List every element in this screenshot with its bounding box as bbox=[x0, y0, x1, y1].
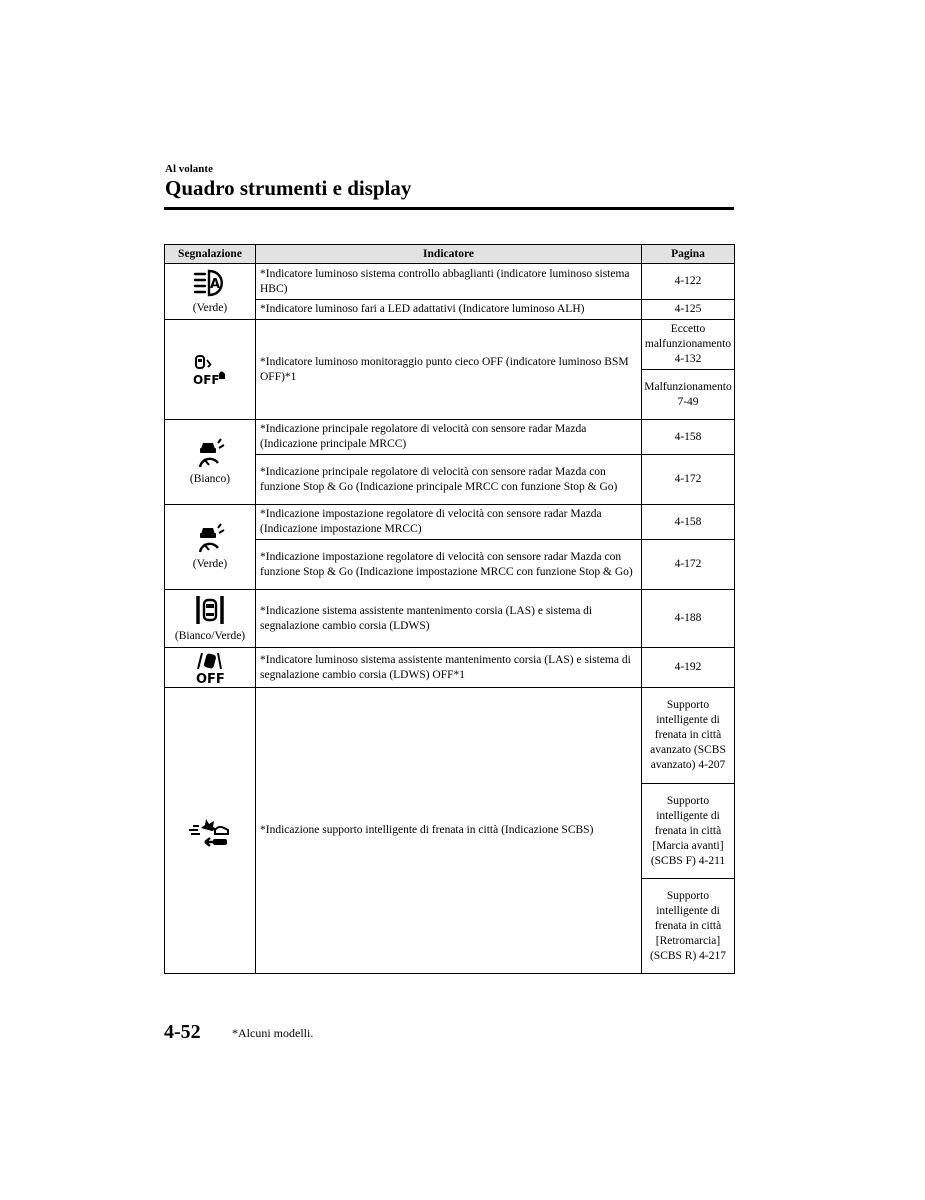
header-signal: Segnalazione bbox=[165, 245, 256, 264]
indicator-description: *Indicazione principale regolatore di velocità con sensore radar Mazda con funzione Stop & Go (Indicazione principale MRCC con funzione Stop & Go) bbox=[256, 455, 642, 505]
page-reference: 4-158 bbox=[642, 505, 735, 540]
signal-cell bbox=[165, 320, 256, 420]
table-row bbox=[165, 505, 735, 540]
table-row bbox=[165, 420, 735, 455]
signal-cell bbox=[165, 505, 256, 590]
signal-cell bbox=[165, 420, 256, 505]
header-indicator: Indicatore bbox=[256, 245, 642, 264]
indicator-description: *Indicazione sistema assistente mantenimento corsia (LAS) e sistema di segnalazione cambio corsia (LDWS) bbox=[256, 590, 642, 648]
indicator-description: *Indicazione principale regolatore di velocità con sensore radar Mazda (Indicazione principale MRCC) bbox=[256, 420, 642, 455]
page-title: Quadro strumenti e display bbox=[165, 176, 412, 200]
page-reference: 4-192 bbox=[642, 648, 735, 688]
lane-keep-assist-off-icon bbox=[193, 651, 227, 685]
page-reference: Supporto intelligente di frenata in città [Retromarcia] (SCBS R) 4-217 bbox=[642, 879, 735, 974]
signal-cell bbox=[165, 648, 256, 688]
header-page: Pagina bbox=[642, 245, 735, 264]
table-row bbox=[165, 648, 735, 688]
table-header-row bbox=[165, 245, 735, 264]
auto-high-beam-icon bbox=[192, 268, 228, 298]
lane-keep-assist-icon bbox=[195, 594, 225, 626]
svg-text:OFF: OFF bbox=[193, 372, 220, 386]
indicator-description: *Indicatore luminoso monitoraggio punto cieco OFF (indicatore luminoso BSM OFF)*1 bbox=[256, 320, 642, 420]
page-number: 4-52 bbox=[164, 1021, 201, 1043]
indicator-description: *Indicazione impostazione regolatore di velocità con sensore radar Mazda (Indicazione impostazione MRCC) bbox=[256, 505, 642, 540]
page-reference: 4-172 bbox=[642, 540, 735, 590]
page-reference: Eccetto malfunzionamento 4-132 bbox=[642, 320, 735, 370]
page-reference: 4-125 bbox=[642, 300, 735, 320]
page-reference: 4-188 bbox=[642, 590, 735, 648]
signal-caption: (Bianco/Verde) bbox=[174, 629, 246, 642]
table-row bbox=[165, 590, 735, 648]
svg-text:OFF: OFF bbox=[196, 671, 225, 685]
signal-cell bbox=[165, 264, 256, 320]
signal-caption: (Bianco) bbox=[189, 473, 231, 485]
radar-cruise-main-icon bbox=[192, 437, 228, 469]
blind-spot-off-icon bbox=[191, 354, 229, 386]
indicator-description: *Indicatore luminoso sistema controllo abbaglianti (indicatore luminoso sistema HBC) bbox=[256, 264, 642, 300]
page-reference: Malfunzionamento 7-49 bbox=[642, 370, 735, 420]
indicator-table bbox=[164, 244, 735, 974]
radar-cruise-set-icon bbox=[192, 522, 228, 554]
title-divider bbox=[164, 207, 734, 210]
indicator-description: *Indicatore luminoso fari a LED adattativi (Indicatore luminoso ALH) bbox=[256, 300, 642, 320]
indicator-description: *Indicazione impostazione regolatore di velocità con sensore radar Mazda con funzione Stop & Go (Indicazione impostazione MRCC con funzione Stop & Go) bbox=[256, 540, 642, 590]
page-reference: 4-122 bbox=[642, 264, 735, 300]
signal-caption: (Verde) bbox=[192, 301, 228, 314]
page-reference: Supporto intelligente di frenata in città [Marcia avanti] (SCBS F) 4-211 bbox=[642, 784, 735, 879]
table-row bbox=[165, 320, 735, 370]
signal-cell bbox=[165, 590, 256, 648]
table-row bbox=[165, 264, 735, 300]
signal-caption: (Verde) bbox=[192, 558, 228, 570]
signal-cell bbox=[165, 688, 256, 974]
footnote: *Alcuni modelli. bbox=[232, 1026, 314, 1040]
indicator-description: *Indicatore luminoso sistema assistente mantenimento corsia (LAS) e sistema di segnalazione cambio corsia (LDWS) OFF*1 bbox=[256, 648, 642, 688]
smart-city-brake-icon bbox=[187, 814, 233, 848]
page-reference: 4-172 bbox=[642, 455, 735, 505]
table-row bbox=[165, 688, 735, 784]
page-reference: 4-158 bbox=[642, 420, 735, 455]
section-label: Al volante bbox=[165, 163, 213, 175]
page-reference: Supporto intelligente di frenata in città avanzato (SCBS avanzato) 4-207 bbox=[642, 688, 735, 784]
indicator-description: *Indicazione supporto intelligente di frenata in città (Indicazione SCBS) bbox=[256, 688, 642, 974]
svg-text:A: A bbox=[209, 276, 221, 292]
